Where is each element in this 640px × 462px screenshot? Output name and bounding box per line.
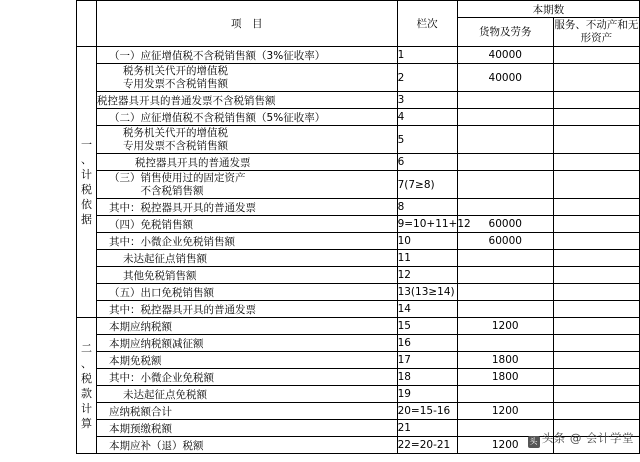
row-value-service[interactable]	[553, 386, 639, 403]
table-row	[77, 301, 640, 318]
table-row	[77, 386, 640, 403]
row-value-goods[interactable]	[457, 126, 553, 154]
row-value-goods[interactable]: 60000	[457, 216, 553, 233]
row-item-label: 本期应补（退）税额	[97, 437, 398, 454]
table-row	[77, 216, 640, 233]
table-row	[77, 109, 640, 126]
row-value-goods[interactable]	[457, 109, 553, 126]
row-item-label: （一）应征增值税不含税销售额（3%征收率）	[97, 47, 398, 64]
row-value-goods[interactable]: 1200	[457, 437, 553, 454]
row-line-number: 4	[397, 109, 457, 126]
row-line-number: 10	[397, 233, 457, 250]
row-value-goods[interactable]: 1800	[457, 352, 553, 369]
row-value-goods[interactable]	[457, 92, 553, 109]
row-value-goods[interactable]: 40000	[457, 64, 553, 92]
row-value-goods[interactable]	[457, 335, 553, 352]
vat-declaration-table	[76, 0, 640, 454]
table-row	[77, 126, 640, 154]
watermark-logo-icon: 头	[529, 437, 538, 446]
row-value-service[interactable]	[553, 126, 639, 154]
table-row	[77, 352, 640, 369]
row-line-number: 19	[397, 386, 457, 403]
row-value-service[interactable]	[553, 267, 639, 284]
row-line-number: 20=15-16	[397, 403, 457, 420]
row-value-goods[interactable]: 60000	[457, 233, 553, 250]
row-line-number: 3	[397, 92, 457, 109]
row-item-label: 税务机关代开的增值税 专用发票不含税销售额	[97, 126, 398, 154]
row-item-label: 未达起征点免税额	[97, 386, 398, 403]
row-value-service[interactable]	[553, 284, 639, 301]
row-value-goods[interactable]: 1800	[457, 369, 553, 386]
row-value-service[interactable]	[553, 92, 639, 109]
watermark-text: 头条 @ 会计学堂	[541, 431, 634, 445]
section-label-2: 二 、 税 款 计 算	[77, 318, 97, 454]
row-line-number: 2	[397, 64, 457, 92]
row-value-service[interactable]	[553, 369, 639, 386]
row-item-label: （二）应征增值税不含税销售额（5%征收率）	[97, 109, 398, 126]
header-goods: 货物及劳务	[457, 18, 553, 47]
row-line-number: 16	[397, 335, 457, 352]
row-value-goods[interactable]	[457, 267, 553, 284]
row-value-service[interactable]	[553, 154, 639, 171]
watermark	[528, 430, 634, 448]
row-value-service[interactable]	[553, 233, 639, 250]
header-side-spacer	[77, 1, 97, 47]
row-item-label: （四）免税销售额	[97, 216, 398, 233]
row-value-service[interactable]	[553, 250, 639, 267]
table-row	[77, 199, 640, 216]
row-line-number: 9=10+11+12	[397, 216, 457, 233]
row-value-service[interactable]	[553, 335, 639, 352]
row-item-label: 本期应纳税额减征额	[97, 335, 398, 352]
row-value-service[interactable]	[553, 216, 639, 233]
row-line-number: 18	[397, 369, 457, 386]
row-item-label: 税控器具开具的普通发票	[97, 154, 398, 171]
row-value-goods[interactable]: 1200	[457, 318, 553, 335]
row-item-label: 其中：税控器具开具的普通发票	[97, 199, 398, 216]
table-row	[77, 335, 640, 352]
row-value-service[interactable]	[553, 171, 639, 199]
row-line-number: 12	[397, 267, 457, 284]
table-row	[77, 154, 640, 171]
table-row	[77, 47, 640, 64]
row-line-number: 6	[397, 154, 457, 171]
row-line-number: 14	[397, 301, 457, 318]
row-value-goods[interactable]	[457, 301, 553, 318]
row-item-label: 税务机关代开的增值税 专用发票不含税销售额	[97, 64, 398, 92]
row-item-label: 未达起征点销售额	[97, 250, 398, 267]
row-value-goods[interactable]	[457, 199, 553, 216]
table-row	[77, 171, 640, 199]
row-item-label: 本期免税额	[97, 352, 398, 369]
row-item-label: 其中：小微企业免税额	[97, 369, 398, 386]
table-row	[77, 267, 640, 284]
row-item-label: 其他免税销售额	[97, 267, 398, 284]
row-line-number: 7(7≥8)	[397, 171, 457, 199]
row-line-number: 11	[397, 250, 457, 267]
table-row	[77, 250, 640, 267]
row-item-label: （五）出口免税销售额	[97, 284, 398, 301]
table-header-row-1	[77, 1, 640, 18]
row-value-service[interactable]	[553, 301, 639, 318]
row-value-goods[interactable]	[457, 154, 553, 171]
row-value-service[interactable]	[553, 318, 639, 335]
row-value-goods[interactable]: 1200	[457, 403, 553, 420]
header-period: 本期数	[457, 1, 639, 18]
row-value-service[interactable]	[553, 64, 639, 92]
table-row	[77, 369, 640, 386]
row-value-goods[interactable]	[457, 284, 553, 301]
row-value-goods[interactable]	[457, 250, 553, 267]
table-row	[77, 318, 640, 335]
row-line-number: 13(13≥14)	[397, 284, 457, 301]
header-item: 项 目	[97, 1, 398, 47]
row-item-label: 税控器具开具的普通发票不含税销售额	[97, 92, 398, 109]
row-item-label: 其中：小微企业免税销售额	[97, 233, 398, 250]
row-value-service[interactable]	[553, 352, 639, 369]
row-value-goods[interactable]	[457, 386, 553, 403]
row-value-goods[interactable]	[457, 171, 553, 199]
row-item-label: （三）销售使用过的固定资产 不含税销售额	[97, 171, 398, 199]
row-item-label: 本期应纳税额	[97, 318, 398, 335]
row-value-service[interactable]	[553, 199, 639, 216]
table-row	[77, 284, 640, 301]
row-line-number: 15	[397, 318, 457, 335]
row-line-number: 5	[397, 126, 457, 154]
row-line-number: 1	[397, 47, 457, 64]
row-line-number: 22=20-21	[397, 437, 457, 454]
table-row	[77, 403, 640, 420]
row-item-label: 本期预缴税额	[97, 420, 398, 437]
row-line-number: 21	[397, 420, 457, 437]
table-row	[77, 92, 640, 109]
row-value-service[interactable]	[553, 109, 639, 126]
row-item-label: 其中：税控器具开具的普通发票	[97, 301, 398, 318]
row-value-service[interactable]	[553, 403, 639, 420]
row-item-label: 应纳税额合计	[97, 403, 398, 420]
header-service: 服务、不动产和无形资产	[553, 18, 639, 47]
row-line-number: 8	[397, 199, 457, 216]
table-row	[77, 64, 640, 92]
row-line-number: 17	[397, 352, 457, 369]
row-value-service[interactable]	[553, 47, 639, 64]
header-no: 栏次	[397, 1, 457, 47]
table-row	[77, 233, 640, 250]
section-label-1: 一 、 计 税 依 据	[77, 47, 97, 318]
row-value-goods[interactable]: 40000	[457, 47, 553, 64]
